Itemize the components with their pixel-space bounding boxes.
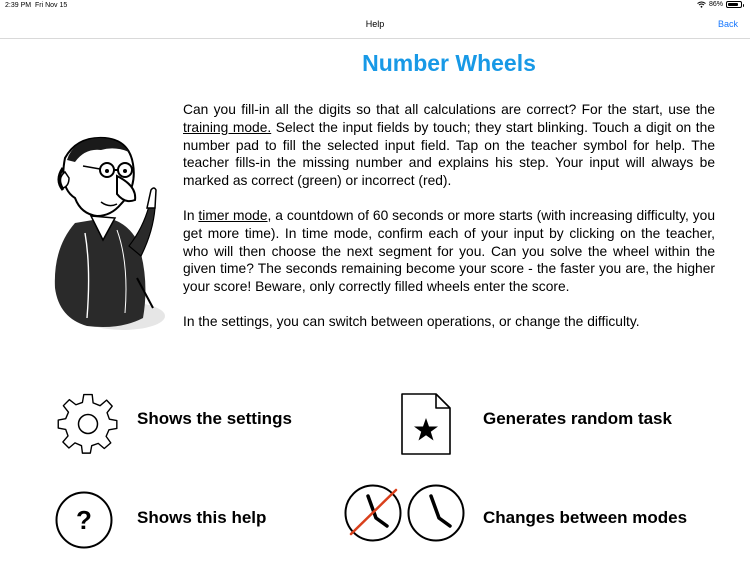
modes-label: Changes between modes <box>483 508 688 527</box>
help-symbol: ? <box>76 505 92 535</box>
clock-crossed-icon <box>344 484 402 542</box>
page-title: Number Wheels <box>362 50 536 76</box>
wifi-icon <box>697 1 706 8</box>
help-text-segment: Can you fill-in all the digits so that all calculations are correct? For the start, use the <box>183 102 715 117</box>
battery-icon <box>726 1 742 8</box>
clock-icon <box>407 484 465 542</box>
gear-icon <box>55 392 121 456</box>
timer-mode-link: timer mode <box>198 207 268 223</box>
help-paragraph-settings: In the settings, you can switch between operations, or change the difficulty. <box>183 313 640 329</box>
help-text-segment: Select the input fields by touch; they start blinking. Touch a digit on the number pad to fill the selected input field. Tap on the teacher symbol for help. The teacher fills-in the missing number and explains his step. Your input will always be marked as correct (green) or incorrect (red). <box>183 119 715 189</box>
navigation-bar <box>0 12 750 39</box>
back-button[interactable]: Back <box>717 19 738 29</box>
teacher-illustration[interactable] <box>25 128 175 333</box>
status-bar <box>0 0 750 12</box>
help-text-segment: , a countdown of 60 seconds or more starts (with increasing difficulty, you get more time). In time mode, confirm each of your input by clicking on the teacher, who will then choose the next segment for you. Can you solve the wheel within the given time? The seconds remaining become your score - the faster you are, the higher your score! Beware, only correctly filled wheels enter the score. <box>183 207 715 295</box>
training-mode-link: training mode. <box>183 119 272 135</box>
help-text <box>183 101 715 348</box>
status-right <box>697 1 742 8</box>
help-label: Shows this help <box>137 508 267 527</box>
help-paragraph-timer <box>183 207 715 296</box>
help-text-segment: In <box>183 207 199 223</box>
status-date: Fri Nov 15 <box>35 2 68 9</box>
status-time: 2:39 PM <box>5 2 32 9</box>
nav-title: Help <box>365 19 385 29</box>
settings-label: Shows the settings <box>137 409 292 428</box>
question-circle-icon <box>55 491 113 549</box>
battery-percent: 86% <box>708 1 723 8</box>
help-paragraph-training <box>183 101 715 190</box>
random-task-label: Generates random task <box>483 409 672 428</box>
document-star-icon <box>398 392 454 456</box>
